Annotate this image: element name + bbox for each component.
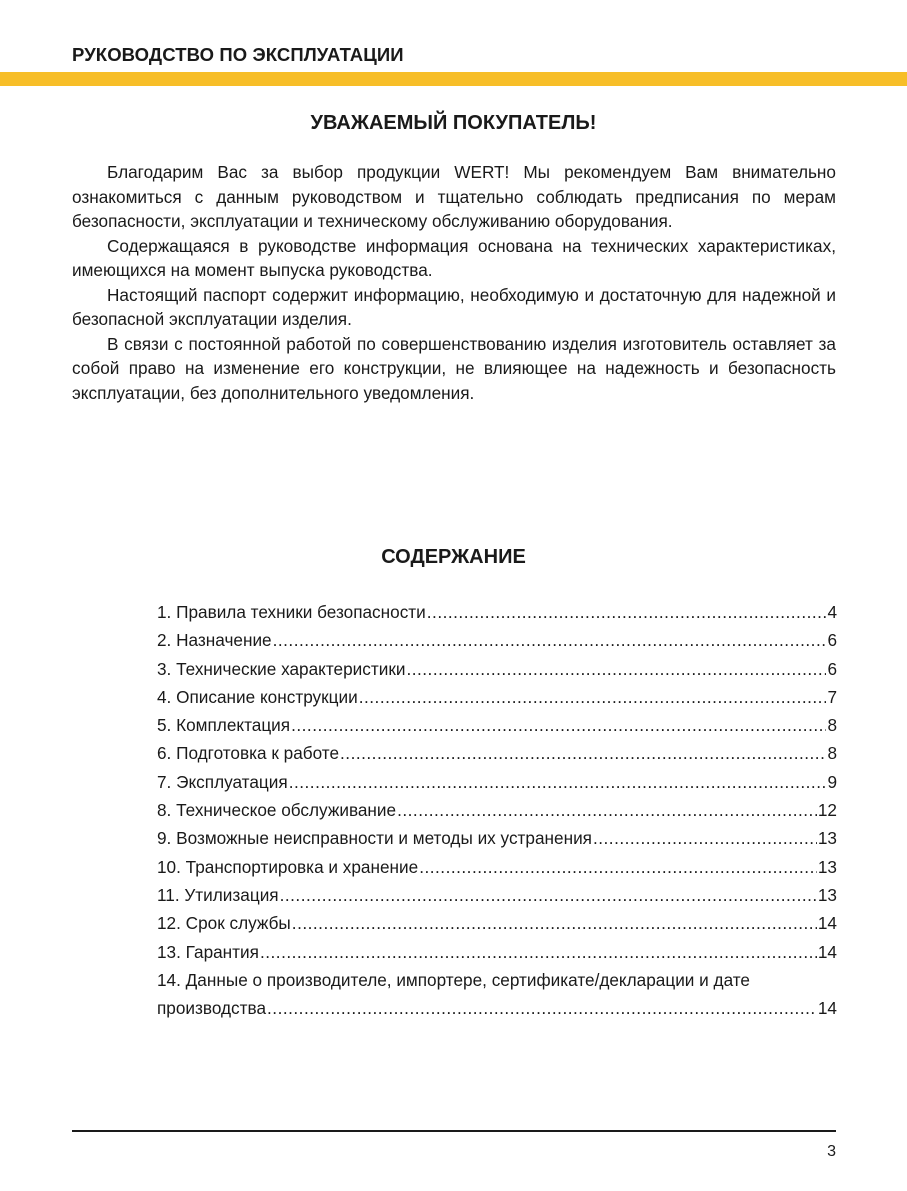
- toc-leader-dots: [292, 909, 817, 937]
- intro-paragraph: Благодарим Вас за выбор продукции WERT! Мы рекомендуем Вам внимательно ознакомиться с данным руководством и тщательно соблюдать предписания по мерам безопасности, эксплуатации и техническому обслуживанию оборудования.: [72, 162, 836, 231]
- toc-item-label: производства: [157, 998, 267, 1019]
- toc-item[interactable]: [157, 966, 837, 994]
- page-number: 3: [827, 1143, 836, 1160]
- toc-item-label: 11. Утилизация: [157, 884, 279, 905]
- toc-item[interactable]: [157, 881, 837, 909]
- toc-item-page: 13: [817, 856, 837, 877]
- toc-item-page: 4: [827, 602, 837, 622]
- toc-item[interactable]: [157, 598, 837, 626]
- toc-item[interactable]: [157, 824, 837, 852]
- toc-leader-dots: [419, 853, 817, 881]
- toc-item-page: 14: [817, 998, 837, 1019]
- header-accent-bar: [0, 72, 907, 86]
- toc-leader-dots: [359, 683, 827, 711]
- toc-item-label: 10. Транспортировка и хранение: [157, 856, 419, 877]
- toc-item[interactable]: [157, 768, 837, 796]
- intro-paragraph: В связи с постоянной работой по совершенствованию изделия изготовитель оставляет за собой право на изменение его конструкции, не влияющее на надежность и безопасность эксплуатации, без дополнительного уведомления.: [72, 333, 836, 403]
- toc-item[interactable]: [157, 853, 837, 881]
- toc-item-label: 6. Подготовка к работе: [157, 743, 340, 764]
- header-title: РУКОВОДСТВО ПО ЭКСПЛУАТАЦИИ: [72, 44, 404, 65]
- toc-item[interactable]: [157, 683, 837, 711]
- toc-item-page: 8: [827, 743, 837, 764]
- footer-divider: [72, 1130, 836, 1132]
- toc-item[interactable]: [157, 938, 837, 966]
- toc-item-label: 2. Назначение: [157, 630, 272, 651]
- toc-leader-dots: [273, 626, 827, 654]
- toc-item-label: 5. Комплектация: [157, 715, 291, 736]
- toc-leader-dots: [427, 598, 827, 626]
- toc-item-label: 1. Правила техники безопасности: [157, 602, 426, 622]
- toc-item-page: 14: [817, 913, 837, 934]
- toc-item-page: 13: [817, 884, 837, 905]
- toc-leader-dots: [291, 711, 826, 739]
- toc-item-page: 6: [827, 658, 837, 679]
- intro-paragraph: Настоящий паспорт содержит информацию, необходимую и достаточную для надежной и безопасной эксплуатации изделия.: [72, 284, 836, 329]
- toc-leader-dots: [280, 881, 817, 909]
- toc-item-label: 9. Возможные неисправности и методы их устранения: [157, 828, 592, 849]
- table-of-contents: [157, 598, 837, 1022]
- toc-item[interactable]: [157, 655, 837, 683]
- greeting-heading: УВАЖАЕМЫЙ ПОКУПАТЕЛЬ!: [310, 112, 597, 134]
- toc-item-page: 14: [817, 941, 837, 962]
- toc-item-page: 9: [827, 771, 837, 792]
- toc-item-label: 12. Срок службы: [157, 913, 291, 934]
- toc-leader-dots: [267, 994, 817, 1022]
- toc-item-page: 8: [827, 715, 837, 736]
- toc-leader-dots: [289, 768, 827, 796]
- toc-item-label: 7. Эксплуатация: [157, 771, 288, 792]
- toc-leader-dots: [260, 938, 817, 966]
- toc-item-page: 7: [827, 686, 837, 707]
- toc-leader-dots: [340, 739, 826, 767]
- toc-item-continuation[interactable]: [157, 994, 837, 1022]
- intro-text: [72, 160, 836, 405]
- toc-leader-dots: [406, 655, 826, 683]
- toc-item-label: 4. Описание конструкции: [157, 686, 358, 707]
- toc-item-page: 13: [817, 828, 837, 849]
- toc-heading: СОДЕРЖАНИЕ: [381, 546, 526, 568]
- toc-leader-dots: [593, 824, 817, 852]
- toc-item[interactable]: [157, 796, 837, 824]
- toc-item-page: 12: [817, 800, 837, 821]
- toc-item-label: 13. Гарантия: [157, 941, 259, 962]
- toc-item-label: 3. Технические характеристики: [157, 658, 406, 679]
- toc-item-label: 8. Техническое обслуживание: [157, 800, 397, 821]
- toc-item[interactable]: [157, 739, 837, 767]
- toc-item[interactable]: [157, 909, 837, 937]
- toc-item[interactable]: [157, 626, 837, 654]
- toc-item-label: 14. Данные о производителе, импортере, сертификате/декларации и дате: [157, 969, 750, 990]
- toc-leader-dots: [397, 796, 817, 824]
- toc-item[interactable]: [157, 711, 837, 739]
- toc-item-page: 6: [827, 630, 837, 651]
- intro-paragraph: Содержащаяся в руководстве информация основана на технических характеристиках, имеющихся на момент выпуска руководства.: [72, 235, 836, 280]
